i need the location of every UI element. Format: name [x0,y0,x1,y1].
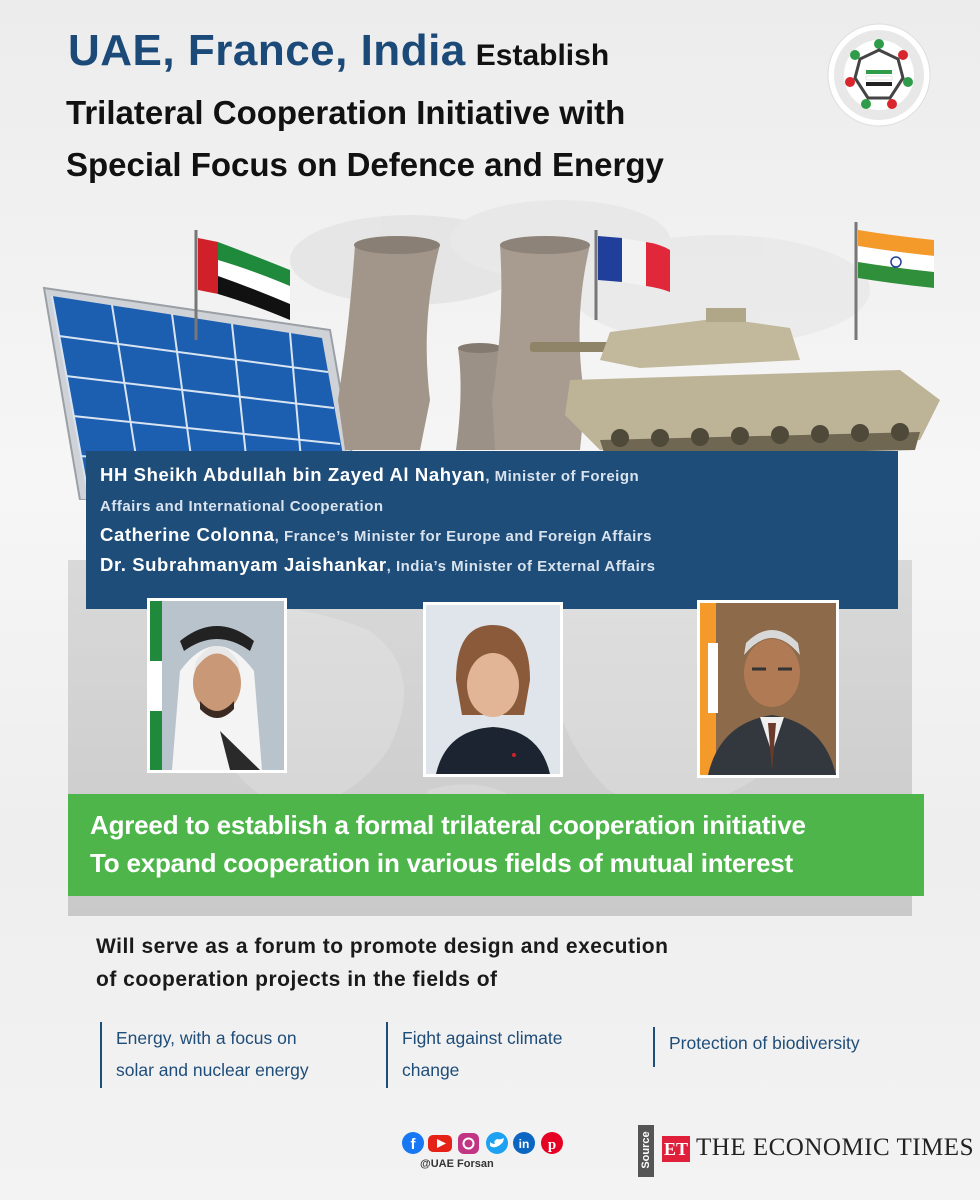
source-label: Source [640,1131,652,1169]
et-logo-badge: ET [662,1136,690,1162]
instagram-icon[interactable] [458,1133,479,1154]
title-line-3: Special Focus on Defence and Energy [66,146,664,183]
portrait-abdullah-bin-zayed [147,598,287,773]
svg-text:f: f [410,1136,416,1153]
minister-1-role: , Minister of Foreign [485,468,640,485]
field-climate-line-2: change [402,1060,460,1080]
agreement-line-2: To expand cooperation in various fields of mutual interest [90,848,794,878]
social-handle: @UAE Forsan [420,1158,494,1170]
field-energy [100,1022,370,1088]
title-establish: Establish [475,39,610,72]
forum-line-1: Will serve as a forum to promote design and execution [96,935,669,958]
forum-text [96,930,668,996]
field-energy-line-1: Energy, with a focus on [116,1028,297,1048]
forum-line-2: of cooperation projects in the fields of [96,968,498,991]
economic-times-name: THE ECONOMIC TIMES [696,1134,974,1161]
field-climate-line-1: Fight against climate [402,1028,563,1048]
field-biodiversity [653,1027,933,1067]
pinterest-icon[interactable] [541,1132,563,1154]
field-biodiversity-line-1: Protection of biodiversity [669,1033,860,1053]
minister-1-role-cont [100,491,884,521]
field-climate [386,1022,636,1088]
source-label-tag [638,1125,654,1177]
minister-1-role-continued: Affairs and International Cooperation [100,498,384,515]
svg-text:p: p [547,1137,557,1153]
minister-3-name: Dr. Subrahmanyam Jaishankar [100,554,387,575]
title-countries: UAE, France, India [68,26,466,75]
title-line-1 [68,26,609,76]
field-energy-line-2: solar and nuclear energy [116,1060,309,1080]
agreement-line-1: Agreed to establish a formal trilateral cooperation initiative [90,810,806,840]
facebook-icon[interactable] [402,1132,424,1154]
minister-2-role: , France’s Minister for Europe and Foreign Affairs [274,528,652,545]
agreement-box [68,794,924,896]
minister-1 [100,461,884,491]
minister-3 [100,551,884,581]
portrait-catherine-colonna [423,602,563,777]
tank [530,308,940,456]
minister-3-role: , India’s Minister of External Affairs [386,558,656,575]
ministers-box [86,451,898,609]
svg-text:in: in [518,1137,530,1151]
minister-2-name: Catherine Colonna [100,524,275,545]
minister-1-name: HH Sheikh Abdullah bin Zayed Al Nahyan [100,464,486,485]
linkedin-icon[interactable] [513,1132,535,1154]
youtube-icon[interactable] [428,1135,452,1152]
uae-forsan-logo [826,22,932,128]
social-icons [400,1130,570,1156]
twitter-icon[interactable] [486,1132,508,1154]
title-line-2: Trilateral Cooperation Initiative with [66,94,626,131]
portrait-subrahmanyam-jaishankar [697,600,839,778]
minister-2 [100,521,884,551]
